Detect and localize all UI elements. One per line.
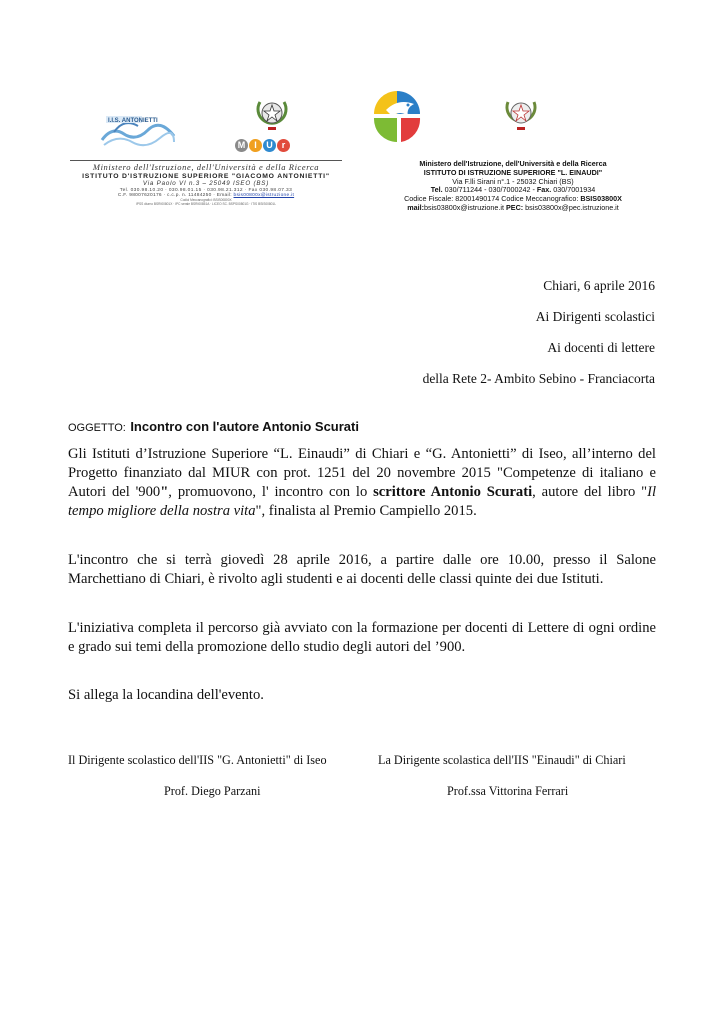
author-name: scrittore Antonio Scurati [373,484,533,500]
school-phone: Tel. 030.98.10.20 · 030.98.01.15 · 030.98.21.312 · Fax 030.98.07.33 [119,188,293,193]
miur-letter: I [249,139,262,152]
cf-text: Codice Fiscale: 82001490174 Codice Meccanografico: [404,194,581,204]
pec-link[interactable]: bsis03800x@pec.istruzione.it [523,202,619,212]
school-code: BSIS03800X [580,194,622,204]
signature-title-right: La Dirigente scolastica dell'IIS "Einaudi" di Chiari [378,753,626,767]
book-title: Il tempo migliore della nostra vita [68,484,656,519]
recipient-line: Ai Dirigenti scolastici [535,309,655,324]
paragraph-text: Gli Istituti d’Istruzione Superiore “L. Einaudi” di Chiari e “G. Antonietti” di Iseo, all’interno del Progetto finanziato dal MIUR con prot. 1251 del 20 novembre 2015 "Competenze di italiano e Autori del '900 [68,446,656,500]
school-email [368,204,658,213]
school-name: ISTITUTO D'ISTRUZIONE SUPERIORE "GIACOMO ANTONIETTI" [82,173,330,180]
miur-logo [235,135,291,153]
mechanographic-codes: Codici Meccanografici: BSIS00800X [180,198,232,202]
subject-line [68,418,359,436]
signature-name-right: Prof.ssa Vittorina Ferrari [447,784,569,798]
body-paragraph: L'incontro che si terrà giovedì 28 aprile 2016, a partire dalle ore 10.00, presso il Salone Marchettiano di Chiari, è rivolto agli studenti e ai docenti delle classi quinte dei due Istituti. [68,552,656,587]
ministry-line: Ministero dell'Istruzione, dell'Università e della Ricerca [419,159,607,168]
einaudi-letterhead [368,160,658,213]
body-paragraph: Si allega la locandina dell'evento. [68,687,264,703]
body-paragraph [68,445,656,521]
pec-label: PEC: [506,202,524,212]
subject-label: OGGETTO: [68,422,126,434]
mail-label: mail: [407,202,424,212]
einaudi-logo [368,88,426,146]
tel-value: 030/711244 - 030/7000242 - [442,185,537,195]
paragraph-text: , promuovono, l' incontro con lo [168,484,374,500]
email-link[interactable]: bsis00800x@istruzione.it [233,193,295,198]
miur-letter: U [263,139,276,152]
school-address: Via F.lli Sirani n°.1 - 25032 Chiari (BS) [452,176,574,186]
ministry-line: Ministero dell'Istruzione, dell'Università e della Ricerca [70,160,342,172]
antonietti-logo-text: I.I.S. ANTONIETTI [108,118,158,124]
italian-republic-emblem-icon [252,92,292,136]
antonietti-logo [100,112,176,152]
tel-label: Tel. [430,185,443,195]
school-address: Via Paolo VI n.3 – 25049 ISEO (BS) [142,180,270,187]
fax-value: 030/7001934 [551,185,596,195]
recipient-line: Ai docenti di lettere [547,340,655,355]
cf-text: C.F. 98007620176 · c.c.p. n. 11484250 · Email: [117,193,234,198]
signature-title-left: Il Dirigente scolastico dell'IIS "G. Antonietti" di Iseo [68,753,327,767]
email-link[interactable]: bsis03800x@istruzione.it [423,202,506,212]
subject-text: Incontro con l'autore Antonio Scurati [130,419,359,434]
miur-letter: M [235,139,248,152]
italian-republic-emblem-icon [502,92,540,136]
recipient-line: della Rete 2- Ambito Sebino - Franciacorta [422,371,655,386]
antonietti-letterhead [70,160,342,206]
mechanographic-codes-detail: IPSS diurno BSRI00801X · IPC serale BSRI00851A · LICEO SC. BSPS00801G · ITIS BSIS00801L [136,202,276,206]
school-name: ISTITUTO DI ISTRUZIONE SUPERIORE "L. EINAUDI" [423,167,603,177]
letter-date: Chiari, 6 aprile 2016 [543,278,655,293]
recipient-block [423,278,655,402]
paragraph-text-bold: " [160,484,169,500]
miur-letter: r [277,139,290,152]
fax-label: Fax. [536,185,552,195]
paragraph-text: ", finalista al Premio Campiello 2015. [255,503,477,519]
body-paragraph: L'iniziativa completa il percorso già avviato con la formazione per docenti di Lettere di ogni ordine e grado sui temi della promozione dello studio degli autori del ’900. [68,620,656,655]
signature-name-left: Prof. Diego Parzani [164,784,261,798]
paragraph-text: , autore del libro " [532,484,648,500]
